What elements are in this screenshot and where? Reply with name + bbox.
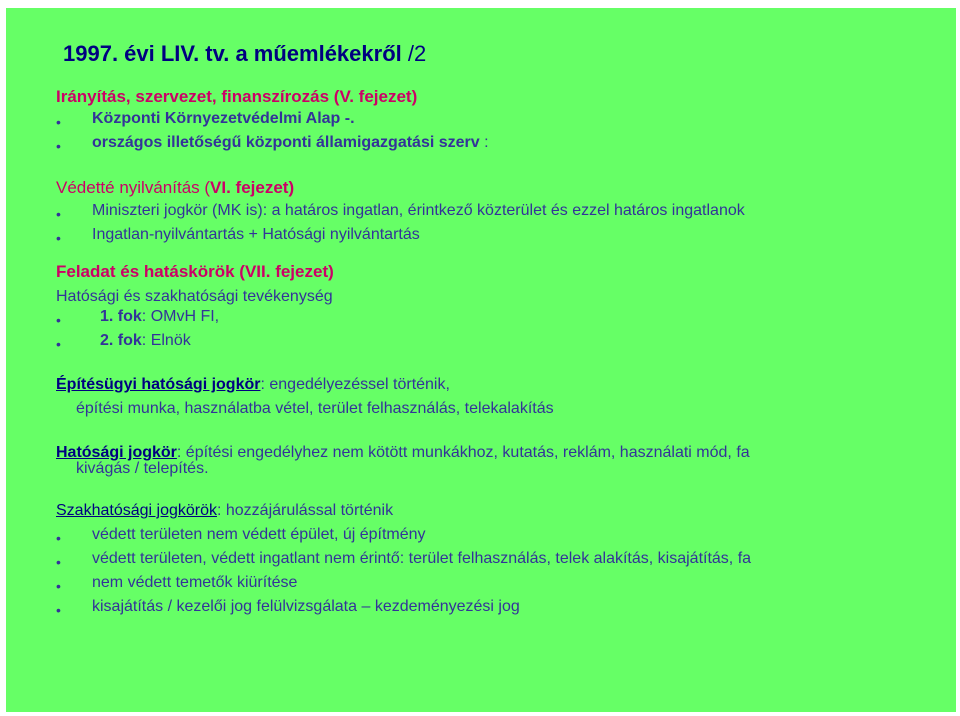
s1-item-2	[92, 134, 489, 152]
bullet: •	[56, 554, 61, 570]
bullet: •	[56, 578, 61, 594]
bullet: •	[56, 336, 61, 352]
building-authority-detail: építési munka, használatba vétel, terület felhasználás, telekalakítás	[76, 400, 554, 417]
s3-item-2-value: : Elnök	[141, 332, 191, 349]
slide-title	[63, 41, 426, 67]
s3-item-1-label: 1. fok	[100, 308, 142, 325]
s6-item-1: védett területen nem védett épület, új építmény	[92, 526, 426, 543]
s3-item-1-value: : OMvH FI,	[141, 308, 220, 325]
bullet: •	[56, 114, 61, 130]
s6-item-2: védett területen, védett ingatlant nem érintő: terület felhasználás, telek alakítás, kisajátítás, fa	[92, 550, 752, 567]
s3-item-2-label: 2. fok	[100, 332, 142, 349]
title-rest: /2	[407, 41, 427, 66]
s2-heading-b: VI. fejezet)	[210, 178, 295, 197]
s6-item-4: kisajátítás / kezelői jog felülvizsgálata – kezdeményezési jog	[92, 598, 520, 615]
s2-heading-a: Védetté nyilvánítás (	[56, 178, 211, 197]
s2-item-2: Ingatlan-nyilvántartás + Hatósági nyilvántartás	[92, 226, 420, 243]
title-bold: 1997. évi LIV. tv. a műemlékekről	[63, 41, 402, 66]
building-authority-line	[56, 376, 450, 394]
s3-item-1	[100, 308, 219, 326]
specialist-authority-rest: : hozzájárulással történik	[216, 502, 394, 519]
authority-detail: kivágás / telepítés.	[76, 460, 209, 477]
specialist-authority-term: Szakhatósági jogkörök	[56, 502, 217, 519]
slide	[6, 8, 956, 712]
bullet: •	[56, 138, 61, 154]
s1-item-2-suffix: :	[479, 134, 489, 151]
s1-item-1: Központi Környezetvédelmi Alap -.	[92, 110, 355, 127]
bullet: •	[56, 530, 61, 546]
bullet: •	[56, 230, 61, 246]
authority-term: Hatósági jogkör	[56, 444, 177, 461]
bullet: •	[56, 312, 61, 328]
section-vii-heading: Feladat és hatáskörök (VII. fejezet)	[56, 262, 334, 281]
s3-subtitle: Hatósági és szakhatósági tevékenység	[56, 288, 333, 305]
section-v-heading: Irányítás, szervezet, finanszírozás (V. fejezet)	[56, 87, 418, 106]
authority-rest: : építési engedélyhez nem kötött munkákhoz, kutatás, reklám, használati mód, fa	[176, 444, 750, 461]
s2-item-1: Miniszteri jogkör (MK is): a határos ingatlan, érintkező közterület és ezzel határos ingatlanok	[92, 202, 745, 219]
bullet: •	[56, 602, 61, 618]
bullet: •	[56, 206, 61, 222]
specialist-authority-line	[56, 502, 393, 520]
building-authority-rest: : engedélyezéssel történik,	[260, 376, 450, 393]
building-authority-term: Építésügyi hatósági jogkör	[56, 376, 261, 393]
s6-item-3: nem védett temetők kiürítése	[92, 574, 298, 591]
section-vi-heading	[56, 178, 294, 198]
s3-item-2	[100, 332, 191, 350]
s1-item-2-text: országos illetőségű központi államigazgatási szerv	[92, 134, 480, 151]
